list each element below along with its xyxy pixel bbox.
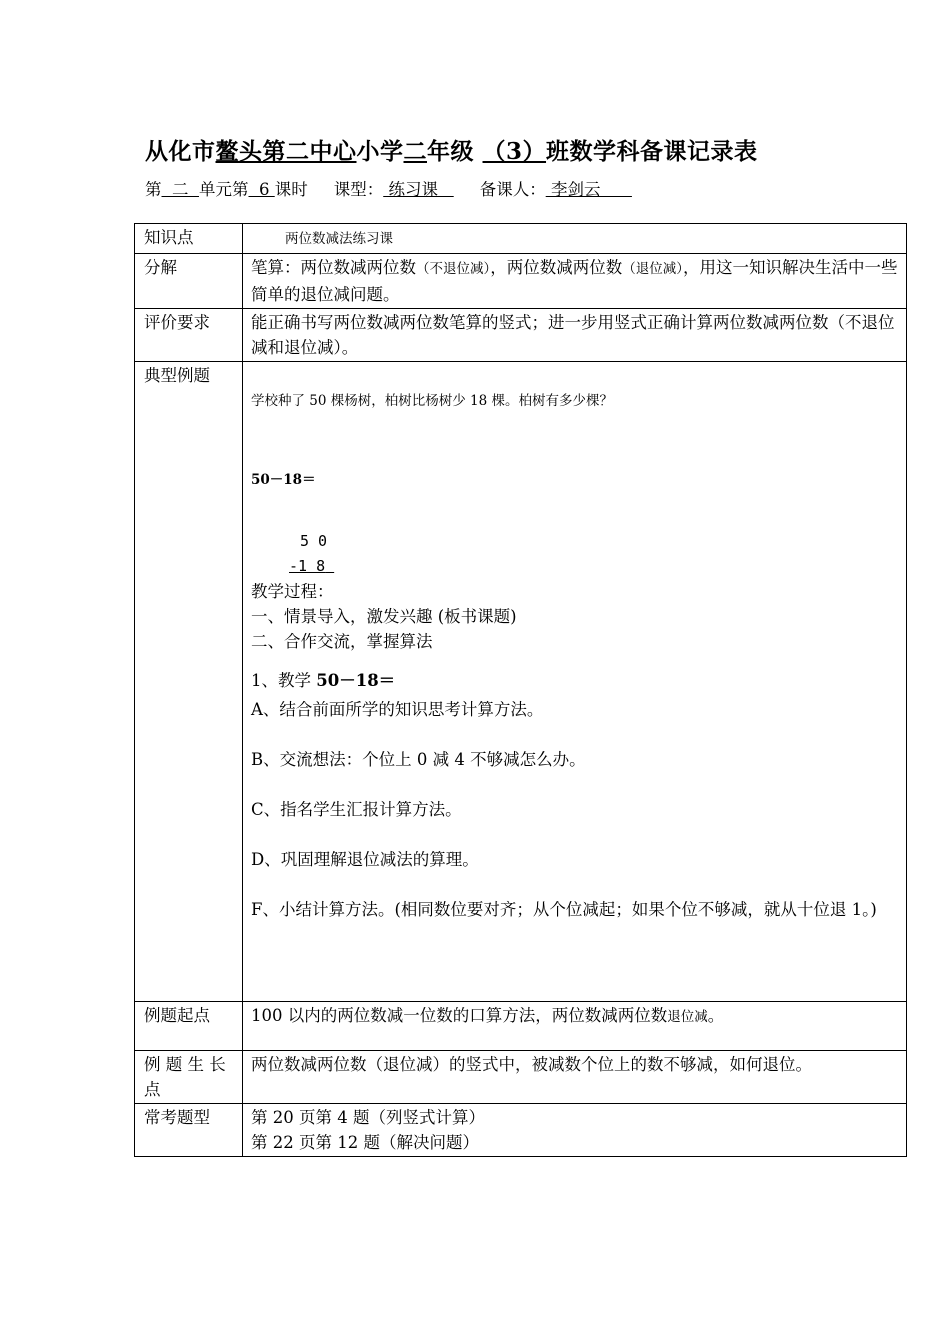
teach-line xyxy=(251,668,898,693)
knowledge-label: 知识点 xyxy=(135,224,243,254)
start-text: 100 以内的两位数减一位数的口算方法，两位数减两位数 xyxy=(251,1006,668,1025)
type-label: 课型： xyxy=(333,180,384,199)
title-city: 从化市 xyxy=(145,138,216,165)
title-school-type: 小学 xyxy=(356,138,404,165)
lesson-value: 6 xyxy=(248,180,275,199)
common-question-1: 第 20 页第 4 题（列竖式计算） xyxy=(251,1108,485,1127)
row-example xyxy=(135,362,907,1002)
decompose-label: 分解 xyxy=(135,254,243,309)
row-common xyxy=(135,1104,907,1157)
row-evaluation xyxy=(135,309,907,362)
row-decompose xyxy=(135,254,907,309)
document-title xyxy=(145,133,758,166)
common-value xyxy=(243,1104,907,1157)
start-end: 。 xyxy=(707,1006,725,1025)
process-title: 教学过程： xyxy=(251,582,334,601)
row-knowledge xyxy=(135,224,907,254)
title-grade-suffix: 年级 xyxy=(427,138,474,165)
title-grade: 二 xyxy=(403,138,427,165)
preparer-label: 备课人： xyxy=(479,180,546,199)
vertical-subtrahend: -1 8 xyxy=(289,557,326,575)
decompose-value xyxy=(243,254,907,309)
evaluation-label: 评价要求 xyxy=(135,309,243,362)
process-step-1: 一、情景导入，激发兴趣 (板书课题) xyxy=(251,607,517,626)
growth-value: 两位数减两位数（退位减）的竖式中，被减数个位上的数不够减，如何退位。 xyxy=(243,1051,907,1104)
decompose-text-3: ，用这一知识解决生活中一些简单的退位减问题。 xyxy=(251,258,898,304)
decompose-text-1: 笔算：两位数减两位数 xyxy=(251,258,416,277)
unit-prefix: 第 xyxy=(145,180,162,199)
step-f: F、小结计算方法。(相同数位要对齐；从个位减起；如果个位不够减，就从十位退 1。) xyxy=(251,900,877,919)
common-label: 常考题型 xyxy=(135,1104,243,1157)
growth-label: 例 题 生 长 点 xyxy=(135,1051,243,1104)
example-content xyxy=(243,362,907,1002)
start-note: 退位减 xyxy=(667,1009,708,1025)
step-d: D、巩固理解退位减法的算理。 xyxy=(251,850,479,869)
teach-equation: 50－18＝ xyxy=(316,671,396,690)
example-equation: 50－18＝ xyxy=(251,472,316,488)
decompose-text-2: ，两位数减两位数 xyxy=(490,258,623,277)
row-start xyxy=(135,1002,907,1051)
start-label: 例题起点 xyxy=(135,1002,243,1051)
example-problem: 学校种了 50 棵杨树，柏树比杨树少 18 棵。柏树有多少棵？ xyxy=(251,393,614,409)
step-c: C、指名学生汇报计算方法。 xyxy=(251,800,462,819)
type-value: 练习课 xyxy=(383,180,454,199)
decompose-note-1: （不退位减） xyxy=(416,261,491,277)
step-b: B、交流想法：个位上 0 减 4 不够减怎么办。 xyxy=(251,750,586,769)
unit-suffix: 单元第 xyxy=(198,180,249,199)
decompose-note-2: （退位减） xyxy=(622,261,683,277)
evaluation-value: 能正确书写两位数减两位数笔算的竖式；进一步用竖式正确计算两位数减两位数（不退位减和退位减）。 xyxy=(243,309,907,362)
title-class: （3） xyxy=(482,138,547,165)
preparer-value: 李剑云 xyxy=(545,180,632,199)
unit-value: 二 xyxy=(161,180,199,199)
common-question-2: 第 22 页第 12 题（解决问题） xyxy=(251,1133,479,1152)
start-value xyxy=(243,1002,907,1051)
title-subject: 班数学科备课记录表 xyxy=(546,138,758,165)
vertical-minuend: 5 0 xyxy=(300,532,328,550)
teach-prefix: 1、教学 xyxy=(251,671,317,690)
row-growth xyxy=(135,1051,907,1104)
title-school-name: 鳌头第二中心 xyxy=(215,138,357,165)
knowledge-value: 两位数减法练习课 xyxy=(285,231,393,247)
step-a: A、结合前面所学的知识思考计算方法。 xyxy=(251,700,544,719)
lesson-suffix: 课时 xyxy=(274,180,308,199)
process-step-2: 二、合作交流，掌握算法 xyxy=(251,632,433,651)
lesson-meta xyxy=(145,176,632,200)
lesson-record-table xyxy=(134,223,907,1157)
example-label: 典型例题 xyxy=(135,362,243,1002)
